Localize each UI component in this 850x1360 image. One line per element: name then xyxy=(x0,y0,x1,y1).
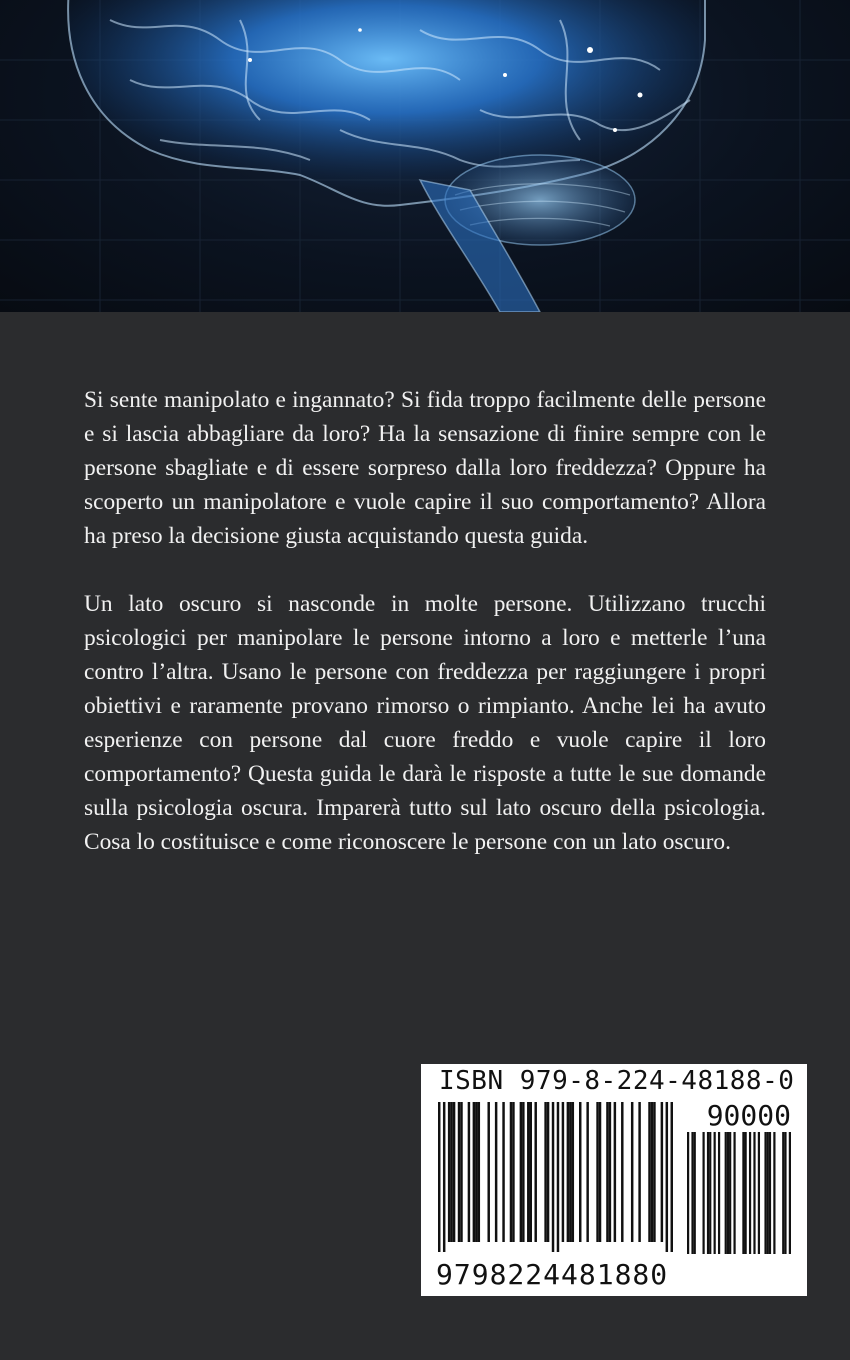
description-paragraph: Un lato oscuro si nasconde in molte persone. Utilizzano trucchi psicologici per manipolare le persone intorno a loro e metterle l’una contro l’altra. Usano le persone con freddezza per raggiungere i propri obiettivi e raramente provano rimorso o rimpianto. Anche lei ha avuto esperienze con persone dal cuore freddo e vuole capire il loro comportamento? Questa guida le darà le risposte a tutte le sue domande sulla psicologia oscura. Imparerà tutto sul lato oscuro della psicologia. Cosa lo costituisce e come riconoscere le persone con un lato oscuro. xyxy=(84,591,766,855)
barcode-bar xyxy=(562,1102,564,1242)
barcode-bar xyxy=(567,1102,569,1242)
barcode-bar xyxy=(527,1102,529,1242)
barcode-bar xyxy=(557,1102,559,1252)
barcode-bar xyxy=(789,1132,791,1254)
barcode-bar xyxy=(638,1102,640,1242)
barcode-bar xyxy=(512,1102,514,1242)
ean-bars xyxy=(438,1102,673,1252)
barcode-bar xyxy=(631,1102,633,1242)
barcode-bar xyxy=(702,1132,704,1254)
barcode-bar xyxy=(671,1102,673,1252)
barcode-bar xyxy=(487,1102,489,1242)
barcode-bar xyxy=(725,1132,727,1254)
barcode-bar xyxy=(458,1102,460,1242)
barcode-bar xyxy=(651,1102,653,1242)
barcode-bar xyxy=(475,1102,477,1242)
barcode-bar xyxy=(782,1132,784,1254)
barcode-bar xyxy=(586,1102,588,1242)
barcode-bar xyxy=(544,1102,546,1242)
barcode-bar xyxy=(579,1102,581,1242)
isbn-barcode xyxy=(421,1064,807,1296)
barcode-bar xyxy=(552,1102,554,1252)
barcode-bar xyxy=(714,1132,716,1254)
barcode-bar xyxy=(687,1132,689,1254)
barcode-bar xyxy=(773,1132,775,1254)
barcode-bar xyxy=(764,1132,766,1254)
barcode-bar xyxy=(729,1132,731,1254)
barcode-bar xyxy=(510,1102,512,1242)
barcode-bar xyxy=(448,1102,450,1242)
barcode-bar xyxy=(718,1132,720,1254)
barcode-bar xyxy=(648,1102,650,1242)
barcode-bar xyxy=(709,1132,711,1254)
barcode-bar xyxy=(468,1102,470,1242)
barcode-bar xyxy=(609,1102,611,1242)
barcode-bar xyxy=(596,1102,598,1242)
description-paragraph: Si sente manipolato e ingannato? Si fida troppo facilmente delle persone e si lascia abbagliare da loro? Ha la sensazione di finire sempre con le persone sbagliate e di essere sorpreso dalla loro freddezza? Oppure ha scoperto un manipolatore e vuole capire il suo comportamento? Allora ha preso la decisione giusta acquistando questa guida. xyxy=(84,387,766,549)
barcode-bar xyxy=(767,1132,769,1254)
barcode-bar xyxy=(495,1102,497,1242)
barcode-bar xyxy=(473,1102,475,1242)
barcode-bar xyxy=(534,1102,536,1242)
barcode-bar xyxy=(460,1102,462,1242)
barcode-bar xyxy=(694,1132,696,1254)
barcode-bar xyxy=(502,1102,504,1242)
barcode-bar xyxy=(742,1132,744,1254)
price-code: 90000 xyxy=(706,1099,791,1132)
barcode-bar xyxy=(572,1102,574,1242)
barcode-bar xyxy=(547,1102,549,1242)
barcode-bar xyxy=(438,1102,440,1252)
ean-digits: 9798224481880 xyxy=(436,1258,669,1291)
barcode-bar xyxy=(606,1102,608,1242)
barcode-bar xyxy=(478,1102,480,1242)
isbn-label: ISBN 979-8-224-48188-0 xyxy=(439,1066,795,1096)
barcode-bar xyxy=(661,1102,663,1242)
barcode-bar xyxy=(450,1102,452,1242)
barcode-bar xyxy=(621,1102,623,1242)
barcode-bar xyxy=(520,1102,522,1242)
barcode-bar xyxy=(599,1102,601,1242)
barcode-bar xyxy=(691,1132,693,1254)
barcode-bar xyxy=(758,1132,760,1254)
barcode-bar xyxy=(753,1132,755,1254)
cover-image xyxy=(0,0,850,312)
barcode-bar xyxy=(784,1132,786,1254)
addon-bars xyxy=(687,1132,791,1254)
barcode-bar xyxy=(749,1132,751,1254)
barcode-bar xyxy=(653,1102,655,1242)
barcode-bar xyxy=(453,1102,455,1242)
barcode-bar xyxy=(666,1102,668,1252)
barcode-bar xyxy=(727,1132,729,1254)
barcode-bar xyxy=(569,1102,571,1242)
brain-illustration-icon xyxy=(0,0,850,312)
barcode-bar xyxy=(530,1102,532,1242)
barcode-bar xyxy=(707,1132,709,1254)
barcode-bar xyxy=(733,1132,735,1254)
book-description xyxy=(84,383,766,859)
barcode-bar xyxy=(522,1102,524,1242)
barcode-bar xyxy=(614,1102,616,1242)
barcode-bar xyxy=(443,1102,445,1252)
barcode-bar xyxy=(769,1132,771,1254)
barcode-bar xyxy=(745,1132,747,1254)
